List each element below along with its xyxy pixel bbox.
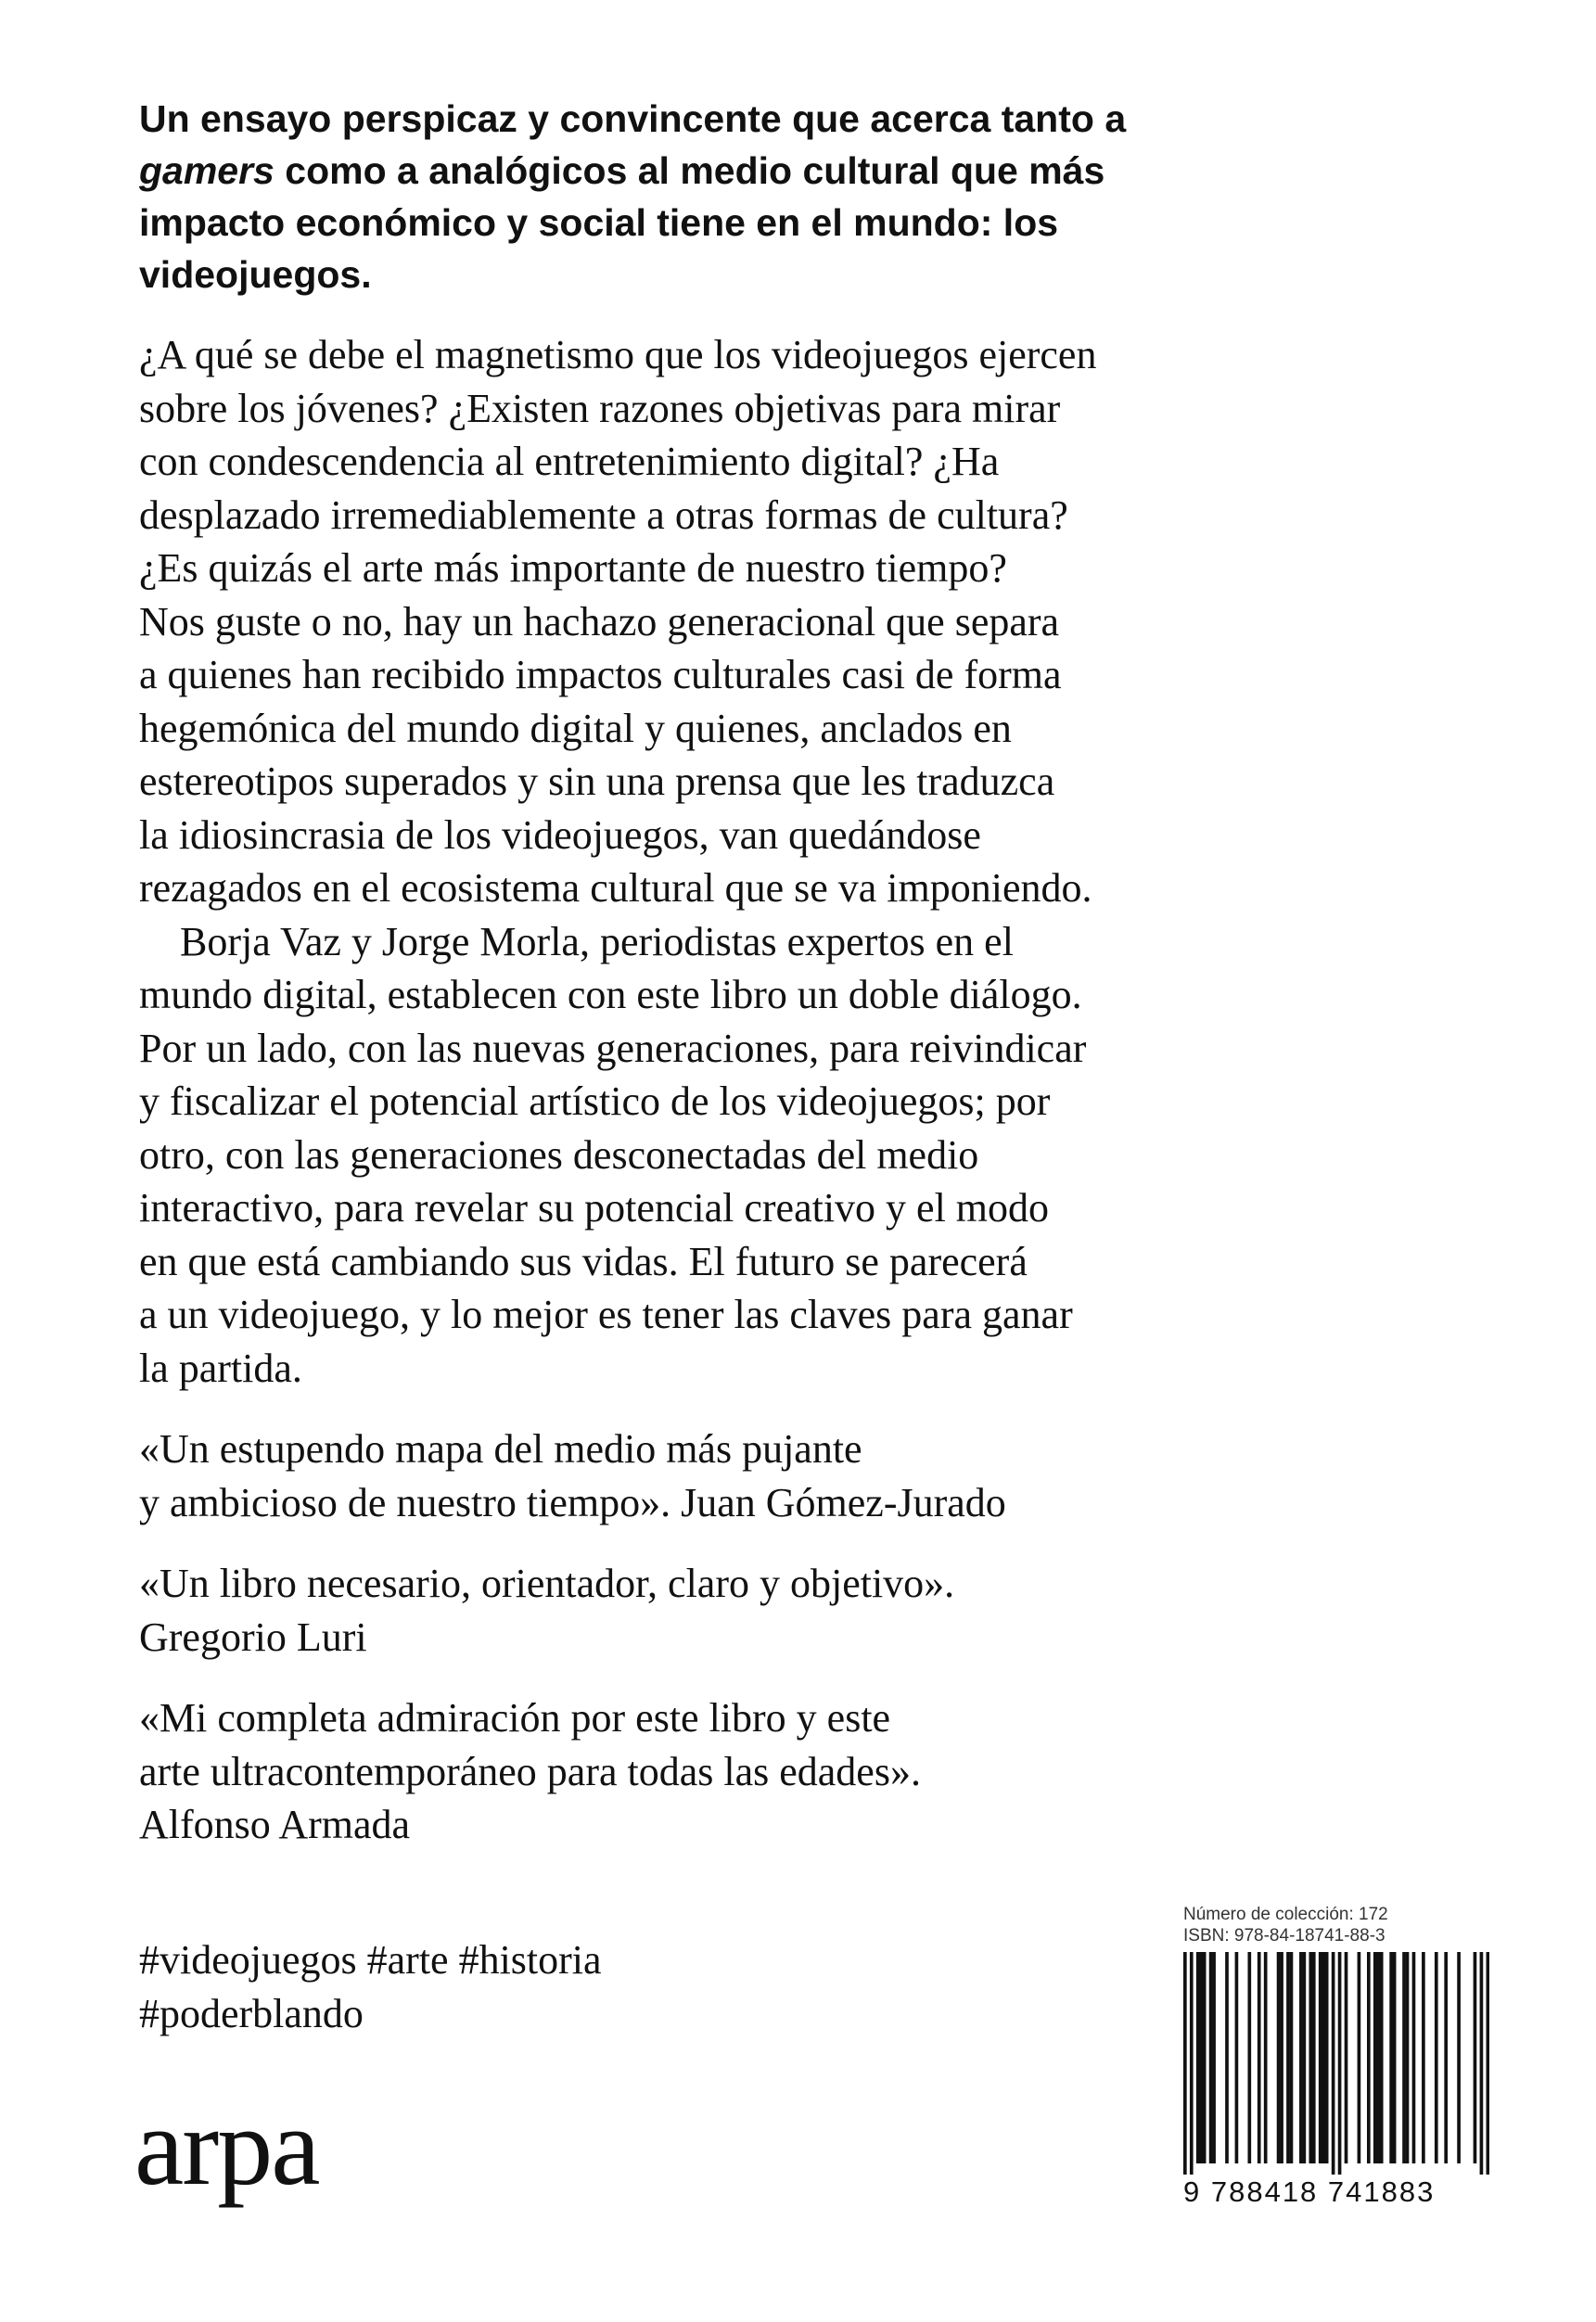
quote-line: y ambicioso de nuestro tiempo». Juan Gómez-Jurado [139, 1479, 1006, 1525]
barcode-bar [1286, 1952, 1290, 2163]
synopsis-line: desplazado irremediablemente a otras formas de cultura? [139, 491, 1068, 538]
synopsis-line: sobre los jóvenes? ¿Existen razones objetivas para mirar [139, 385, 1061, 431]
barcode [1183, 1952, 1489, 2175]
quote-line: arte ultracontemporáneo para todas las edades». [139, 1748, 921, 1794]
barcode-bar [1406, 1952, 1410, 2163]
barcode-bar [1290, 1952, 1294, 2163]
hashtags [139, 1933, 602, 2041]
barcode-block [1183, 1904, 1489, 2208]
synopsis-line: la idiosincrasia de los videojuegos, van quedándose [139, 811, 981, 858]
barcode-bar [1303, 1952, 1307, 2163]
blurb-quote-3 [139, 1691, 1233, 1852]
barcode-bar [1373, 1952, 1377, 2163]
barcode-bar [1321, 1952, 1325, 2163]
barcode-digits: 9 788418 741883 [1183, 2175, 1436, 2208]
synopsis-line: y fiscalizar el potencial artístico de los videojuegos; por [139, 1078, 1051, 1124]
back-cover-text [139, 93, 1233, 1852]
barcode-bar [1345, 1952, 1348, 2163]
collection-number: Número de colección: 172 [1183, 1905, 1388, 1924]
synopsis-line: ¿Es quizás el arte más importante de nuestro tiempo? [139, 545, 1007, 591]
synopsis-line: en que está cambiando sus vidas. El futuro se parecerá [139, 1238, 1028, 1284]
synopsis-line: Nos guste o no, hay un hachazo generacional que separa [139, 598, 1060, 644]
quote-line: «Mi completa admiración por este libro y este [139, 1695, 891, 1741]
barcode-bar [1389, 1952, 1393, 2163]
synopsis-paragraph-2 [139, 915, 1233, 1396]
barcode-bar [1412, 1952, 1416, 2163]
barcode-bar [1325, 1952, 1329, 2163]
barcode-bar [1487, 1952, 1489, 2175]
blurb-quote-1 [139, 1423, 1233, 1529]
barcode-bar [1235, 1952, 1239, 2163]
barcode-bar [1280, 1952, 1283, 2163]
quote-line: «Un estupendo mapa del medio más pujante [139, 1426, 862, 1472]
tagline-part-2: como a analógicos al medio cultural que más impacto económico y social tiene en el mundo: los videojuegos. [139, 149, 1105, 296]
barcode-bar [1444, 1952, 1448, 2163]
quote-line: Gregorio Luri [139, 1614, 367, 1660]
barcode-bar [1225, 1952, 1229, 2163]
synopsis-line: otro, con las generaciones desconectadas del medio [139, 1131, 979, 1178]
barcode-bar [1309, 1952, 1312, 2163]
publisher-logo: arpa [134, 2085, 319, 2208]
barcode-bar [1332, 1952, 1335, 2175]
barcode-bar [1247, 1952, 1251, 2163]
barcode-bar [1190, 1952, 1194, 2175]
barcode-bar [1196, 1952, 1200, 2163]
synopsis-line: interactivo, para revelar su potencial creativo y el modo [139, 1185, 1050, 1231]
barcode-bar [1457, 1952, 1461, 2163]
synopsis-line: ¿A qué se debe el magnetismo que los videojuegos ejercen [139, 332, 1097, 377]
barcode-bar [1299, 1952, 1303, 2163]
barcode-bar [1277, 1952, 1281, 2163]
synopsis-line: a un videojuego, y lo mejor es tener las claves para ganar [139, 1292, 1073, 1337]
barcode-bar [1402, 1952, 1406, 2163]
barcode-bar [1376, 1952, 1380, 2163]
barcode-bar [1258, 1952, 1261, 2163]
quote-line: «Un libro necesario, orientador, claro y objetivo». [139, 1561, 955, 1606]
blurb-quote-2 [139, 1557, 1233, 1664]
barcode-bar [1367, 1952, 1371, 2163]
barcode-bar [1312, 1952, 1316, 2163]
synopsis-line: Borja Vaz y Jorge Morla, periodistas expertos en el [180, 918, 1014, 964]
tagline-part-1: Un ensayo perspicaz y convincente que acerca tanto a [139, 97, 1127, 140]
synopsis-line: rezagados en el ecosistema cultural que se va imponiendo. [139, 865, 1092, 911]
barcode-bar [1435, 1952, 1438, 2163]
barcode-bar [1393, 1952, 1397, 2163]
barcode-bar [1480, 1952, 1484, 2175]
barcode-bar [1183, 1952, 1187, 2175]
hashtag-line: #poderblando [139, 1991, 364, 2036]
barcode-bar [1319, 1952, 1322, 2163]
synopsis-line: Por un lado, con las nuevas generaciones, para reivindicar [139, 1025, 1087, 1071]
quote-line: Alfonso Armada [139, 1802, 411, 1847]
synopsis-line: a quienes han recibido impactos culturales casi de forma [139, 652, 1062, 697]
synopsis-line: con condescendencia al entretenimiento digital? ¿Ha [139, 439, 1000, 484]
barcode-bar [1199, 1952, 1203, 2163]
isbn-label: ISBN: 978-84-18741-88-3 [1183, 1926, 1385, 1946]
tagline-emphasis: gamers [139, 149, 275, 192]
barcode-bar [1212, 1952, 1216, 2163]
tagline [139, 93, 1233, 300]
synopsis-line: estereotipos superados y sin una prensa que les traduzca [139, 759, 1055, 804]
synopsis-paragraph-1 [139, 328, 1233, 915]
barcode-bar [1358, 1952, 1361, 2163]
synopsis-line: hegemónica del mundo digital y quienes, anclados en [139, 705, 1012, 751]
hashtag-line: #videojuegos #arte #historia [139, 1937, 602, 1983]
barcode-bar [1264, 1952, 1268, 2163]
barcode-bar [1203, 1952, 1207, 2163]
synopsis-line: mundo digital, establecen con este libro un doble diálogo. [139, 972, 1082, 1017]
synopsis-line: la partida. [139, 1345, 302, 1391]
barcode-bar [1422, 1952, 1425, 2163]
barcode-bar [1209, 1952, 1213, 2163]
barcode-bar [1380, 1952, 1384, 2163]
barcode-bar [1338, 1952, 1342, 2175]
barcode-bar [1474, 1952, 1477, 2163]
